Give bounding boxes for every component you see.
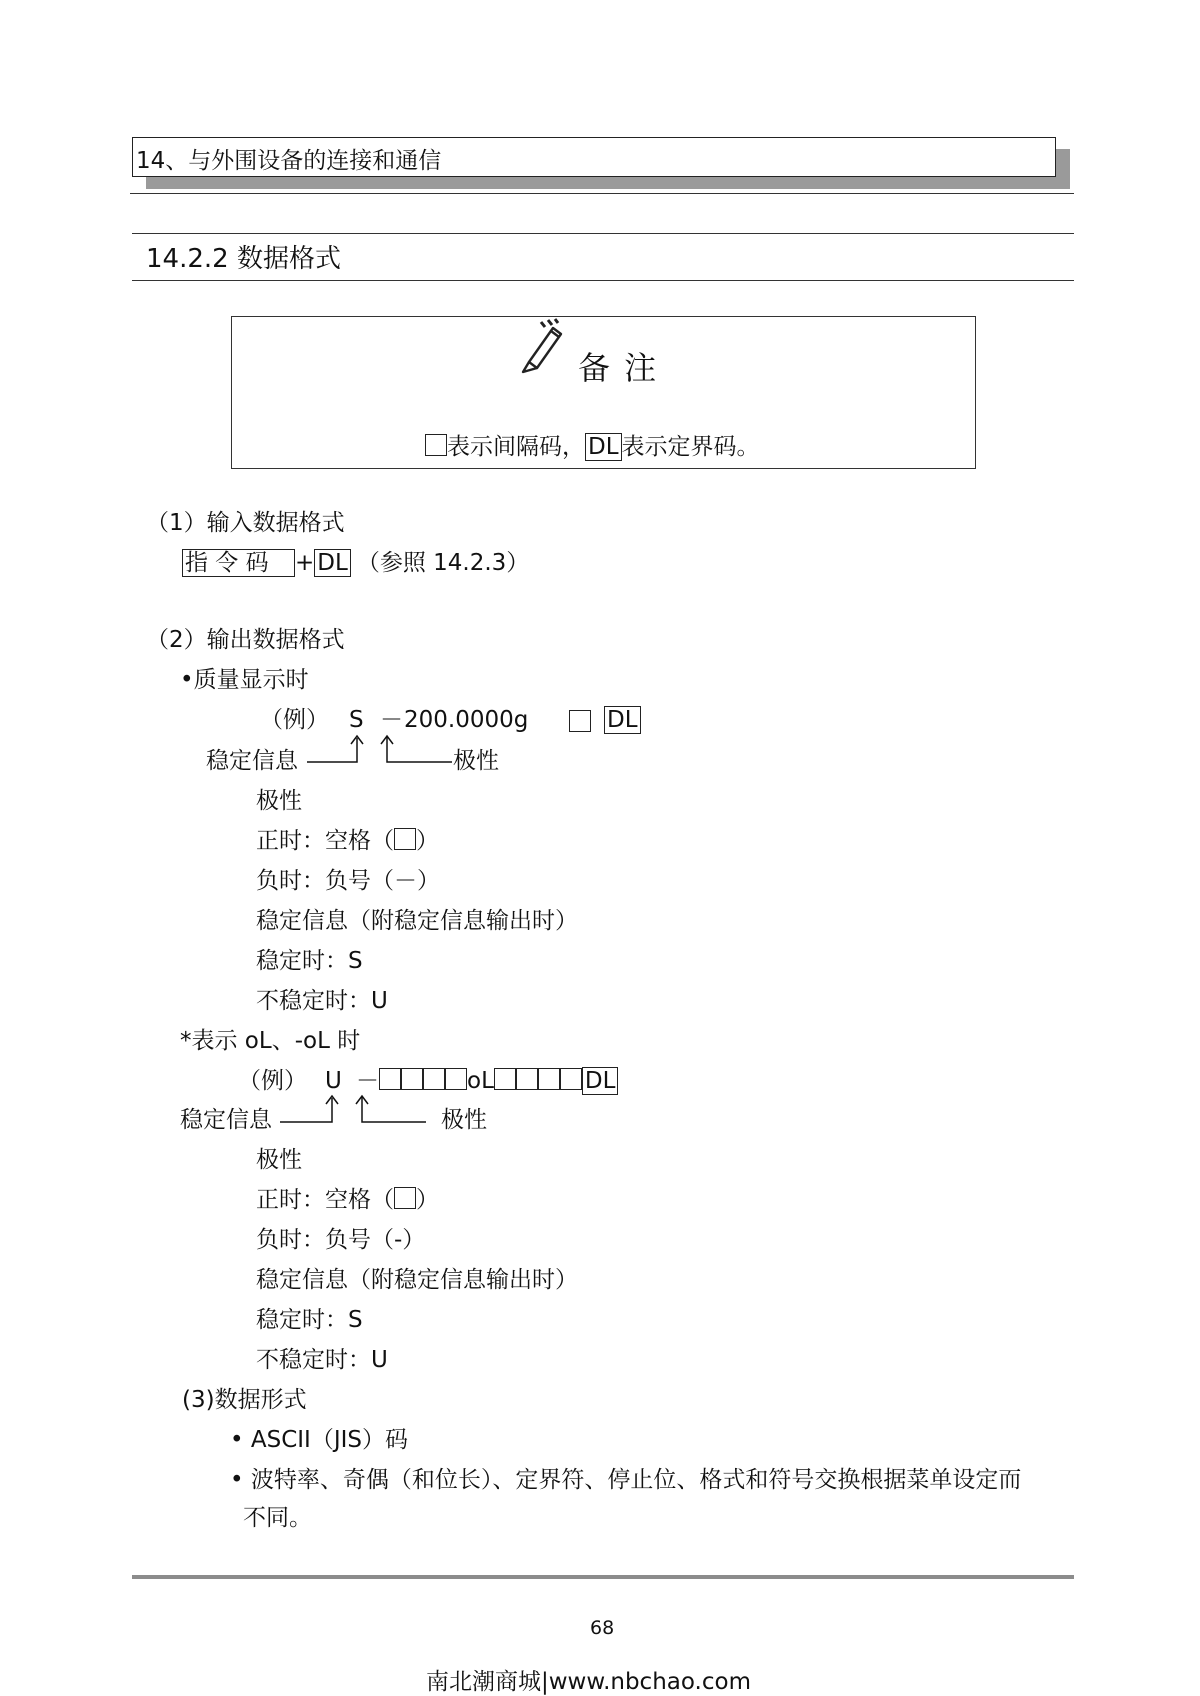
dl-box: DL: [604, 705, 641, 735]
stability-info-label: 稳定信息: [180, 1107, 272, 1133]
pointer-arrows: [300, 732, 460, 766]
header-rule: [130, 193, 1074, 194]
space-symbol: [425, 434, 447, 456]
note-text-after: 表示定界码。: [621, 434, 760, 460]
dl-box: DL: [585, 433, 622, 461]
section-title: 14.2.2 数据格式: [146, 244, 341, 274]
stability-char: U: [325, 1068, 342, 1094]
stability-stable: 稳定时：S: [256, 948, 363, 974]
note-title: 备 注: [578, 349, 659, 387]
mass-display-title: •质量显示时: [180, 667, 309, 693]
note-text-before: 表示间隔码，: [447, 434, 585, 460]
command-code-box: 指 令 码: [182, 549, 295, 577]
weight-value: 200.0000g: [404, 707, 529, 733]
pencil-icon: [515, 318, 565, 374]
stability-title: 稳定信息（附稳定信息输出时）: [256, 908, 578, 934]
note-text: [425, 432, 760, 462]
input-format-line: [182, 548, 529, 578]
stability-title: 稳定信息（附稳定信息输出时）: [256, 1267, 578, 1293]
stability-stable: 稳定时：S: [256, 1307, 363, 1333]
polarity-title: 极性: [256, 788, 302, 814]
section-rule-bottom: [132, 280, 1074, 281]
polarity-positive: 正时：空格（ ）: [256, 1187, 439, 1213]
section-rule-top: [132, 233, 1074, 234]
polarity-char: －: [356, 1068, 379, 1094]
footer-rule: [132, 1575, 1074, 1579]
space-symbol: [569, 710, 591, 734]
polarity-title: 极性: [256, 1147, 302, 1173]
ol-text: oL: [467, 1068, 494, 1094]
pointer-arrows: [276, 1092, 436, 1126]
data-form-bullet-1: • ASCII（JIS）码: [230, 1427, 409, 1453]
watermark-text: 南北潮商城|www.nbchao.com: [426, 1669, 751, 1695]
data-form-bullet-2: • 波特率、奇偶（和位长）、定界符、停止位、格式和符号交换根据菜单设定而: [230, 1467, 1022, 1493]
data-form-bullet-2-cont: 不同。: [243, 1505, 312, 1531]
polarity-negative: 负时：负号（－）: [256, 868, 440, 894]
dl-box: DL: [582, 1067, 619, 1095]
stability-unstable: 不稳定时：U: [256, 988, 388, 1014]
page-number: 68: [590, 1617, 615, 1639]
output-format-heading: （2）输出数据格式: [146, 627, 345, 653]
data-form-heading: (3)数据形式: [182, 1387, 307, 1413]
dl-box: DL: [314, 549, 351, 577]
chapter-title: 14、与外围设备的连接和通信: [136, 148, 442, 174]
input-format-heading: （1）输入数据格式: [146, 510, 345, 536]
polarity-char: －: [380, 707, 403, 733]
stability-unstable: 不稳定时：U: [256, 1347, 388, 1373]
example-label: （例）: [238, 1068, 307, 1094]
stability-char: S: [349, 707, 364, 733]
polarity-negative: 负时：负号（-）: [256, 1227, 426, 1253]
example-label: （例）: [260, 707, 329, 733]
ol-display-title: *表示 oL、-oL 时: [180, 1028, 361, 1054]
input-reference: （参照 14.2.3）: [356, 550, 530, 576]
polarity-positive: 正时：空格（ ）: [256, 828, 439, 854]
polarity-label: 极性: [441, 1107, 487, 1133]
plus-sign: +: [295, 550, 315, 576]
polarity-label: 极性: [453, 748, 499, 774]
stability-info-label: 稳定信息: [206, 748, 298, 774]
